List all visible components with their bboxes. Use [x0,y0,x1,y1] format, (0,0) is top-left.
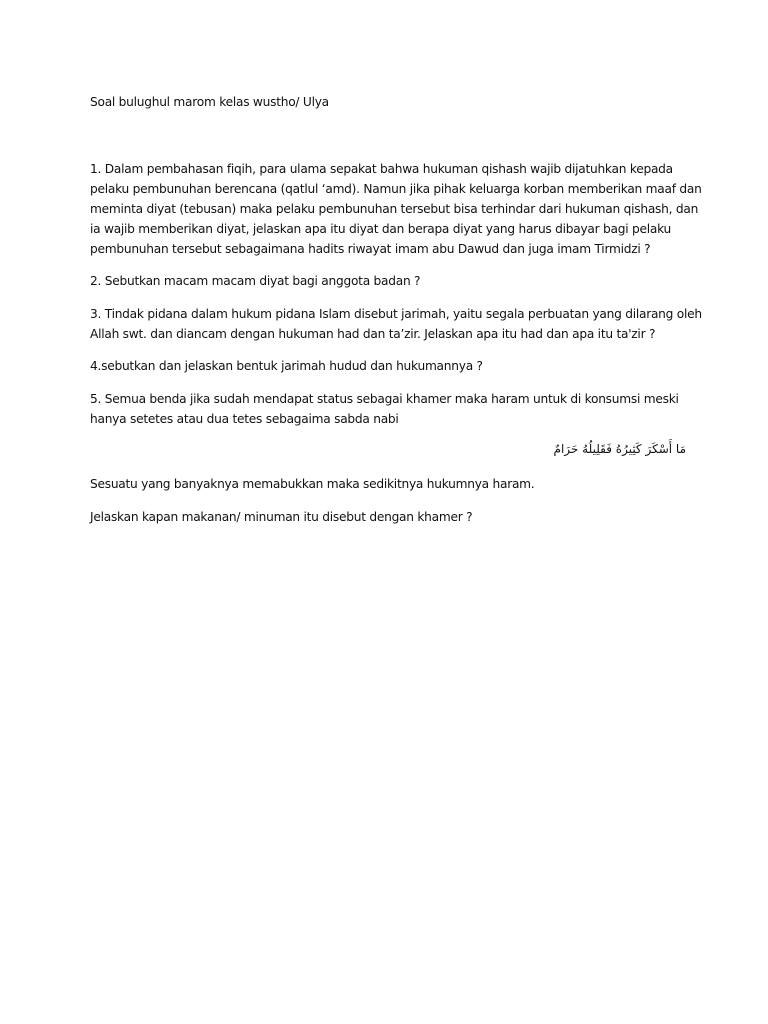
question-5-line-2: hanya setetes atau dua tetes sebagaima sabda nabi [90,412,399,426]
question-5-line-1: 5. Semua benda jika sudah mendapat status sebagai khamer maka haram untuk di konsumsi meski [90,392,679,406]
question-1-line-3: meminta diyat (tebusan) maka pelaku pembunuhan tersebut bisa terhindar dari hukuman qishash, dan [90,202,699,216]
question-4: 4.sebutkan dan jelaskan bentuk jarimah hudud dan hukumannya ? [90,359,483,373]
question-1-line-2: pelaku pembunuhan berencana (qatlul ‘amd). Namun jika pihak keluarga korban memberikan maaf dan [90,182,702,196]
question-1-line-1: 1. Dalam pembahasan fiqih, para ulama sepakat bahwa hukuman qishash wajib dijatuhkan kepada [90,162,673,176]
question-5-prompt: Jelaskan kapan makanan/ minuman itu disebut dengan khamer ? [90,510,473,524]
question-1-line-5: pembunuhan tersebut sebagaimana hadits riwayat imam abu Dawud dan juga imam Tirmidzi ? [90,242,651,256]
question-3-line-1: 3. Tindak pidana dalam hukum pidana Islam disebut jarimah, yaitu segala perbuatan yang dilarang oleh [90,307,702,321]
question-3-line-2: Allah swt. dan diancam dengan hukuman had dan ta’zir. Jelaskan apa itu had dan apa itu ta'zir ? [90,327,656,341]
hadith-translation: Sesuatu yang banyaknya memabukkan maka sedikitnya hukumnya haram. [90,477,535,491]
question-1-line-4: ia wajib memberikan diyat, jelaskan apa itu diyat dan berapa diyat yang harus dibayar bagi pelaku [90,222,671,236]
hadith-arabic-text: مَا أَسْكَرَ كَثِيرُهُ فَقَلِيلُهُ حَرَامٌ [553,442,686,456]
question-2: 2. Sebutkan macam macam diyat bagi anggota badan ? [90,274,421,288]
document-title: Soal bulughul marom kelas wustho/ Ulya [90,95,329,109]
